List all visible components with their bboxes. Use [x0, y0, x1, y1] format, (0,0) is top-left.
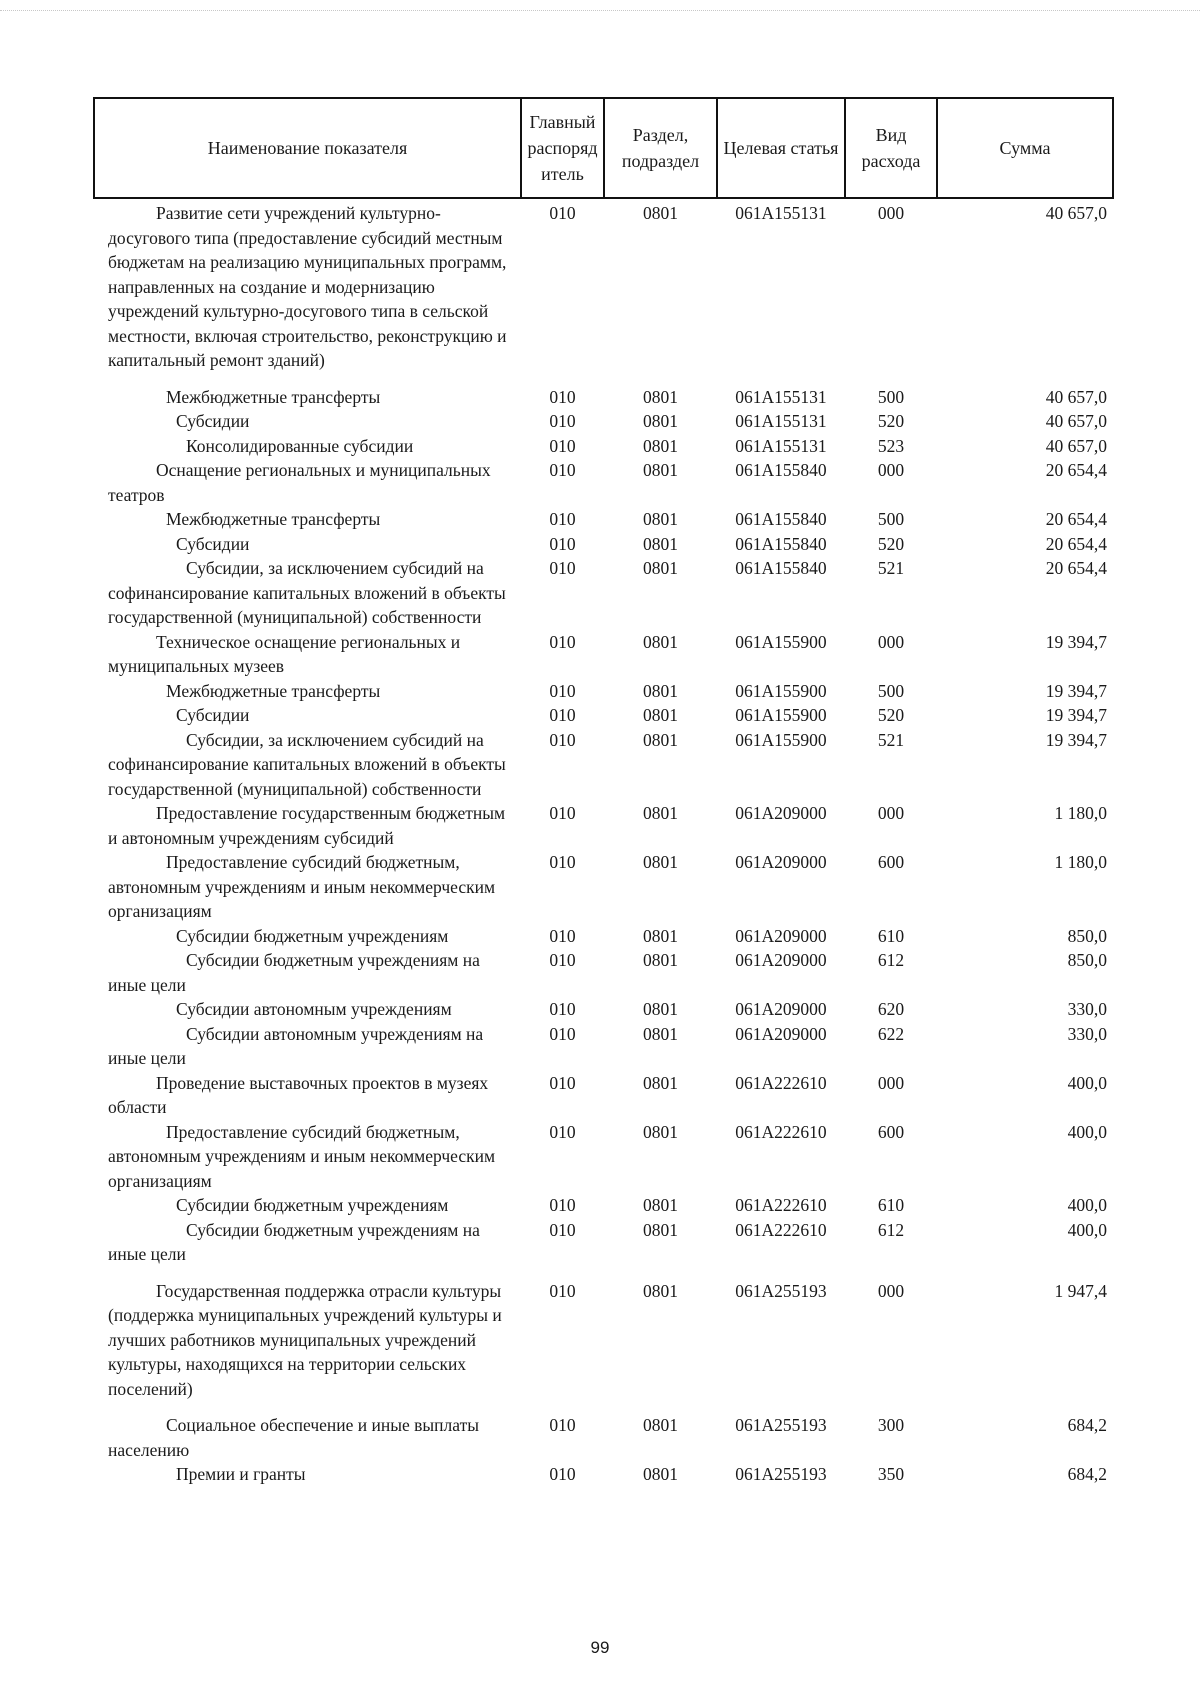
row-name: Консолидированные субсидии — [186, 435, 414, 456]
row-summa: 400,0 — [1067, 1219, 1107, 1240]
row-name: Субсидии, за исключением субсидий на софинансирование капитальных вложений в объекты государственной (муниципальной) собственности — [108, 729, 506, 799]
row-summa: 19 394,7 — [1045, 705, 1107, 725]
row-razdel: 0801 — [643, 411, 678, 431]
table-row — [94, 703, 1113, 728]
header-glav: Главный распоряд итель — [521, 98, 604, 198]
row-razdel: 0801 — [643, 705, 678, 725]
row-vid: 612 — [877, 950, 905, 970]
row-glav: 010 — [549, 950, 576, 970]
row-summa: 850,0 — [1067, 925, 1107, 946]
row-razdel: 0801 — [643, 950, 678, 970]
row-glav: 010 — [549, 1415, 576, 1435]
row-glav: 010 — [549, 411, 576, 431]
row-glav: 010 — [549, 925, 576, 946]
row-razdel: 0801 — [643, 680, 678, 701]
table-row — [94, 1267, 1113, 1402]
row-razdel: 0801 — [643, 533, 678, 554]
row-razdel: 0801 — [643, 803, 678, 823]
table-row — [94, 1193, 1113, 1218]
row-vid: 520 — [877, 533, 905, 554]
row-name: Субсидии, за исключением субсидий на софинансирование капитальных вложений в объекты государственной (муниципальной) собственности — [108, 558, 506, 627]
row-summa: 40 657,0 — [1045, 386, 1107, 407]
row-tselevaya: 061A155131 — [735, 386, 827, 407]
row-razdel: 0801 — [643, 1280, 678, 1301]
row-glav: 010 — [549, 1219, 576, 1240]
row-glav: 010 — [549, 386, 576, 407]
row-razdel: 0801 — [643, 386, 678, 407]
row-name: Субсидии — [176, 411, 250, 431]
row-tselevaya: 061A209000 — [735, 852, 827, 872]
row-summa: 1 947,4 — [1054, 1280, 1107, 1301]
row-summa: 40 657,0 — [1045, 411, 1107, 431]
row-glav: 010 — [549, 1121, 576, 1142]
table-body — [94, 198, 1113, 1487]
row-tselevaya: 061A209000 — [735, 950, 827, 970]
table-row — [94, 458, 1113, 507]
scan-edge-line — [0, 10, 1200, 11]
row-name: Субсидии — [176, 533, 250, 554]
row-vid: 521 — [877, 558, 905, 578]
row-name: Техническое оснащение региональных и муниципальных музеев — [108, 631, 461, 676]
row-vid: 000 — [877, 803, 905, 823]
row-name: Межбюджетные трансферты — [166, 386, 381, 407]
row-summa: 330,0 — [1067, 999, 1107, 1019]
row-summa: 19 394,7 — [1045, 729, 1107, 750]
row-vid: 000 — [877, 203, 905, 223]
row-glav: 010 — [549, 631, 576, 652]
row-name: Субсидии бюджетным учреждениям — [176, 1195, 449, 1215]
row-razdel: 0801 — [643, 460, 678, 480]
row-vid: 521 — [877, 729, 905, 750]
table-row — [94, 373, 1113, 410]
table-row — [94, 1071, 1113, 1120]
row-name: Межбюджетные трансферты — [166, 680, 381, 701]
row-name: Предоставление государственным бюджетным и автономным учреждениям субсидий — [108, 803, 506, 848]
row-vid: 600 — [877, 852, 905, 872]
row-summa: 1 180,0 — [1054, 803, 1107, 823]
row-name: Премии и гранты — [176, 1464, 306, 1484]
row-glav: 010 — [549, 533, 576, 554]
row-summa: 400,0 — [1067, 1121, 1107, 1142]
row-tselevaya: 061A155131 — [735, 411, 827, 431]
row-glav: 010 — [549, 1072, 576, 1093]
row-summa: 400,0 — [1067, 1072, 1107, 1093]
row-tselevaya: 061A155900 — [735, 680, 827, 701]
row-tselevaya: 061A222610 — [735, 1219, 827, 1240]
row-name: Межбюджетные трансферты — [166, 509, 381, 529]
row-razdel: 0801 — [643, 999, 678, 1019]
row-vid: 610 — [877, 1195, 905, 1215]
row-razdel: 0801 — [643, 1219, 678, 1240]
row-glav: 010 — [549, 680, 576, 701]
table-row — [94, 507, 1113, 532]
row-razdel: 0801 — [643, 852, 678, 872]
row-tselevaya: 061A209000 — [735, 999, 827, 1019]
row-razdel: 0801 — [643, 925, 678, 946]
row-tselevaya: 061A255193 — [735, 1280, 827, 1301]
table-header-row — [94, 98, 1113, 198]
row-glav: 010 — [549, 729, 576, 750]
row-summa: 20 654,4 — [1045, 533, 1107, 554]
table-row — [94, 679, 1113, 704]
row-razdel: 0801 — [643, 1121, 678, 1142]
table-row — [94, 728, 1113, 802]
row-name: Проведение выставочных проектов в музеях области — [108, 1072, 489, 1117]
row-vid: 500 — [877, 680, 905, 701]
row-razdel: 0801 — [643, 1464, 678, 1484]
table-row — [94, 1218, 1113, 1267]
row-razdel: 0801 — [643, 729, 678, 750]
header-vid: Вид расхода — [845, 98, 937, 198]
table-row — [94, 1120, 1113, 1194]
table-row — [94, 1401, 1113, 1462]
table-row — [94, 630, 1113, 679]
row-glav: 010 — [549, 460, 576, 480]
row-tselevaya: 061A155840 — [735, 509, 827, 529]
table-row — [94, 801, 1113, 850]
row-razdel: 0801 — [643, 435, 678, 456]
row-razdel: 0801 — [643, 203, 678, 223]
row-glav: 010 — [549, 1280, 576, 1301]
row-summa: 40 657,0 — [1045, 435, 1107, 456]
row-name: Субсидии бюджетным учреждениям на иные цели — [108, 950, 480, 995]
table-row — [94, 532, 1113, 557]
row-name: Субсидии автономным учреждениям на иные цели — [108, 1023, 484, 1068]
row-vid: 520 — [877, 705, 905, 725]
row-razdel: 0801 — [643, 631, 678, 652]
row-tselevaya: 061A155131 — [735, 203, 827, 223]
row-vid: 612 — [877, 1219, 905, 1240]
header-tselevaya: Целевая статья — [717, 98, 845, 198]
row-name: Субсидии автономным учреждениям — [176, 999, 452, 1019]
row-glav: 010 — [549, 705, 576, 725]
row-tselevaya: 061A155840 — [735, 533, 827, 554]
row-glav: 010 — [549, 509, 576, 529]
row-razdel: 0801 — [643, 1072, 678, 1093]
row-razdel: 0801 — [643, 1415, 678, 1435]
table-row — [94, 1022, 1113, 1071]
row-name: Субсидии — [176, 705, 250, 725]
row-razdel: 0801 — [643, 1023, 678, 1044]
table-row — [94, 409, 1113, 434]
row-summa: 400,0 — [1067, 1195, 1107, 1215]
row-vid: 622 — [877, 1023, 905, 1044]
row-summa: 1 180,0 — [1054, 852, 1107, 872]
row-summa: 20 654,4 — [1045, 509, 1107, 529]
row-glav: 010 — [549, 1195, 576, 1215]
row-summa: 20 654,4 — [1045, 558, 1107, 578]
row-tselevaya: 061A255193 — [735, 1415, 827, 1435]
row-name: Социальное обеспечение и иные выплаты населению — [108, 1415, 480, 1460]
row-name: Предоставление субсидий бюджетным, автономным учреждениям и иным некоммерческим организациям — [108, 852, 496, 921]
row-summa: 20 654,4 — [1045, 460, 1107, 480]
row-vid: 000 — [877, 631, 905, 652]
row-glav: 010 — [549, 852, 576, 872]
header-razdel: Раздел, подраздел — [604, 98, 717, 198]
row-tselevaya: 061A155840 — [735, 460, 827, 480]
row-tselevaya: 061A155900 — [735, 729, 827, 750]
row-glav: 010 — [549, 203, 576, 223]
row-tselevaya: 061A222610 — [735, 1072, 827, 1093]
table-row — [94, 850, 1113, 924]
table-row — [94, 1462, 1113, 1487]
row-tselevaya: 061A155840 — [735, 558, 827, 578]
table-row — [94, 924, 1113, 949]
row-summa: 684,2 — [1067, 1415, 1107, 1435]
row-vid: 000 — [877, 460, 905, 480]
row-tselevaya: 061A209000 — [735, 803, 827, 823]
row-glav: 010 — [549, 1464, 576, 1484]
row-vid: 523 — [877, 435, 905, 456]
row-vid: 520 — [877, 411, 905, 431]
row-vid: 300 — [877, 1415, 905, 1435]
row-tselevaya: 061A222610 — [735, 1195, 827, 1215]
header-summa: Сумма — [937, 98, 1113, 198]
row-razdel: 0801 — [643, 558, 678, 578]
row-summa: 684,2 — [1067, 1464, 1107, 1484]
row-name: Предоставление субсидий бюджетным, автономным учреждениям и иным некоммерческим организациям — [108, 1121, 496, 1191]
row-name: Субсидии бюджетным учреждениям — [176, 925, 449, 946]
row-glav: 010 — [549, 435, 576, 456]
row-vid: 620 — [877, 999, 905, 1019]
table-row — [94, 948, 1113, 997]
row-glav: 010 — [549, 803, 576, 823]
row-summa: 330,0 — [1067, 1023, 1107, 1044]
row-tselevaya: 061A209000 — [735, 925, 827, 946]
row-tselevaya: 061A155900 — [735, 631, 827, 652]
table-row — [94, 434, 1113, 459]
row-tselevaya: 061A155900 — [735, 705, 827, 725]
page-number: 99 — [590, 1638, 610, 1657]
row-vid: 350 — [877, 1464, 905, 1484]
row-tselevaya: 061A209000 — [735, 1023, 827, 1044]
row-glav: 010 — [549, 1023, 576, 1044]
row-vid: 000 — [877, 1072, 905, 1093]
header-name: Наименование показателя — [94, 98, 521, 198]
row-glav: 010 — [549, 999, 576, 1019]
row-vid: 500 — [877, 386, 905, 407]
row-summa: 19 394,7 — [1045, 631, 1107, 652]
row-name: Оснащение региональных и муниципальных театров — [108, 460, 491, 505]
row-vid: 000 — [877, 1280, 905, 1301]
row-summa: 850,0 — [1067, 950, 1107, 970]
row-summa: 40 657,0 — [1045, 203, 1107, 223]
row-tselevaya: 061A255193 — [735, 1464, 827, 1484]
row-vid: 500 — [877, 509, 905, 529]
row-vid: 610 — [877, 925, 905, 946]
row-razdel: 0801 — [643, 509, 678, 529]
row-summa: 19 394,7 — [1045, 680, 1107, 701]
budget-table — [93, 97, 1114, 1487]
row-razdel: 0801 — [643, 1195, 678, 1215]
table-row — [94, 556, 1113, 630]
row-name: Развитие сети учреждений культурно-досугового типа (предоставление субсидий местным бюджетам на реализацию муниципальных программ, направленных на создание и модернизацию учреждений культурно-досугового типа в сельской местности, включая строительство, реконструкцию и капитальный ремонт зданий) — [108, 203, 507, 370]
table-row — [94, 198, 1113, 373]
row-tselevaya: 061A222610 — [735, 1121, 827, 1142]
row-name: Государственная поддержка отрасли культуры (поддержка муниципальных учреждений культуры и лучших работников муниципальных учреждений культуры, находящихся на территории сельских поселений) — [108, 1280, 502, 1399]
row-name: Субсидии бюджетным учреждениям на иные цели — [108, 1219, 480, 1264]
row-tselevaya: 061A155131 — [735, 435, 827, 456]
row-vid: 600 — [877, 1121, 905, 1142]
row-glav: 010 — [549, 558, 576, 578]
table-row — [94, 997, 1113, 1022]
